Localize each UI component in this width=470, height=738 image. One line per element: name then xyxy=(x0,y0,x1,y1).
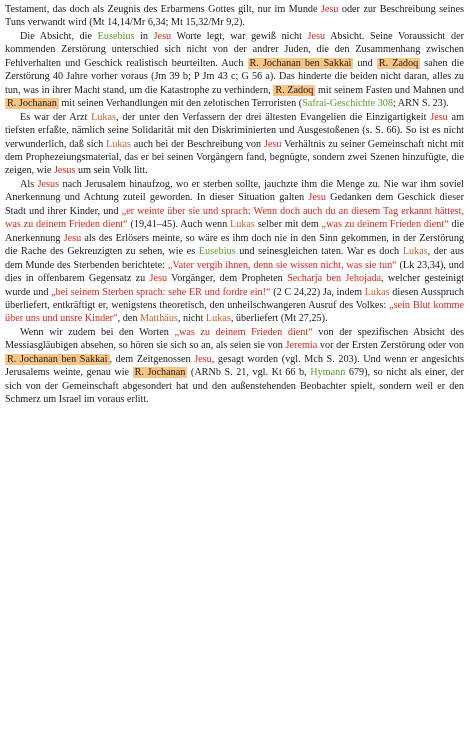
text-run: und seinesgleichen taten. War es doch xyxy=(235,246,403,258)
text-run: von der spezifischen Absicht des Messiasgläubigen absehen, so hören sie sich so an, als seien sie von xyxy=(5,326,464,352)
highlighted-name: R. Jochanan xyxy=(134,367,186,379)
text-run: Als xyxy=(20,178,38,190)
text-run: , welcher gesteinigt wurde und xyxy=(5,273,464,298)
text-run: (2 C 24,22) Ja, indem xyxy=(270,286,365,298)
text-run: Die Absicht, die xyxy=(20,30,98,42)
red-term: Jesu xyxy=(263,138,282,150)
text-run: , den xyxy=(117,313,140,325)
red-term: Jesus xyxy=(53,165,76,177)
highlighted-name: R. Jochanan ben Sakkai xyxy=(249,57,352,69)
text-run: die Anerkennung xyxy=(5,219,464,244)
text-run: , überliefert (Mt 27,25). xyxy=(230,313,328,325)
text-run: , nicht xyxy=(177,313,206,325)
text-run: (ARNb S. 21, vgl. Kt 66 b, xyxy=(187,367,311,379)
text-run: mit seinen Verhandlungen mit den zelotischen Terroristen ( xyxy=(58,98,303,110)
red-term: Jesu xyxy=(149,273,168,285)
red-term: Jesu xyxy=(430,111,448,123)
highlighted-name: R. Jochanan xyxy=(7,98,57,110)
text-run: mit seinem Fasten und Mahnen und xyxy=(315,84,464,96)
red-term: Jesu xyxy=(307,30,326,42)
text-run: vor der Ersten Zerstörung oder von xyxy=(317,340,464,352)
orange-term: Matthäus xyxy=(139,313,178,325)
text-run: oder zur Beschreibung seines Tuns verwandt wird (Mt 14,14/Mr 6,34; Mt 15,32/Mr 9,2). xyxy=(5,4,464,29)
paragraph xyxy=(5,326,464,407)
red-term: „sein Blut komme über uns und unsre Kinder“ xyxy=(5,299,464,325)
text-run: um sein Volk litt. xyxy=(75,165,148,177)
text-run: Wenn wir zudem bei den Worten xyxy=(20,326,175,338)
text-run: sahen die Zerstörung 40 Jahre vorher voraus (Jm 39 b; P Jm 43 c; G 56 a). Das hinderte die beiden nicht daran, alles zu tun, was in ihrer Macht stand, um die Katastrophe zu verhindern, xyxy=(5,57,464,96)
red-term: Secharja ben Jehojada xyxy=(287,273,382,285)
red-term: „er weinte über sie und sprach: Wenn doch auch du an diesem Tag erkannt hättest, was zu deinem Frieden dient“ xyxy=(5,205,464,231)
red-term: Jesu xyxy=(194,353,212,365)
paragraph xyxy=(5,30,464,111)
text-run: , der unter den Verfassern der drei ältesten Evangelien die Einzigartigkeit xyxy=(116,111,431,123)
red-term: „Vater vergib ihnen, denn sie wissen nicht, was sie tun“ xyxy=(167,259,397,271)
green-term: Eusebius xyxy=(198,246,236,258)
text-run: und xyxy=(353,57,377,69)
green-term: Safrai-Geschichte 308 xyxy=(302,98,393,110)
text-run: , gesagt worden (vgl. Mch S. 203). Und wenn er angesichts Jerusalems weinte, genau wie xyxy=(5,353,464,379)
text-run: Es war der Arzt xyxy=(20,111,92,123)
text-run: als des Erlösers meinte, so wäre es ihm doch nie in den Sinn gekommen, in der Zerstörung die Rache des Gekreuzigten zu sehen, wie es xyxy=(5,232,465,258)
text-run: nach Jerusalem hinaufzog, wo er sterben sollte, jauchzte ihm die Menge zu. Nie war ihm soviel Anerkennung und Achtung zuteil geworden. In dieser Situation galten xyxy=(5,178,464,204)
orange-term: Lukas xyxy=(205,313,231,325)
orange-term: Lukas xyxy=(229,219,255,231)
text-run: , der aus dem Munde des Sterbenden berichtete: xyxy=(5,246,464,271)
paragraph xyxy=(5,3,464,30)
green-term: Eusebius xyxy=(97,30,135,42)
text-run: in xyxy=(134,30,154,42)
text-run: Absicht. Seine Voraussicht der kommenden Zerstörung unterschied sich nicht von der andrer Juden, die den Zusammenhang zwischen Fehlverhalten und Geschick realistisch beurteilten. Auch xyxy=(5,30,464,69)
text-run: diesen Ausspruch überliefert, entkräftigt er, wenigstens theoretisch, den unheilschwangeren Ausruf des Volkes: xyxy=(5,286,465,311)
red-term: Jesu xyxy=(63,232,82,244)
green-term: Hymann xyxy=(310,367,346,379)
text-run: auch bei der Beschreibung von xyxy=(130,138,264,150)
text-run: ; ARN S. 23). xyxy=(392,98,449,110)
text-run: 679), so nicht als einer, der sich von der Gemeinschaft abgesondert hat und den außenstehenden Beobachter spielt, sondern weil er den Schmerz um Israel im voraus erlitt. xyxy=(5,367,465,406)
red-term: „was zu deinem Frieden dient“ xyxy=(174,326,313,338)
highlighted-name: R. Zadoq xyxy=(275,84,314,96)
orange-term: Lukas xyxy=(106,138,131,150)
orange-term: Lukas xyxy=(91,111,116,123)
red-term: Jesu xyxy=(320,4,339,15)
highlighted-name: R. Zadoq xyxy=(378,57,419,69)
text-run: Vorgänger, dem Propheten xyxy=(167,273,288,285)
text-run: , dem Zeitgenossen xyxy=(109,353,195,365)
text-run: Testament, das doch als Zeugnis des Erbarmens Gottes gilt, nur im Munde xyxy=(5,4,321,15)
red-term: „was zu deinem Frieden dient“ xyxy=(321,219,449,231)
text-run: Worte legt, war gewiß nicht xyxy=(171,30,308,42)
text-run: (Lk 23,34), und dies in offenbarem Gegensatz zu xyxy=(5,259,464,285)
red-term: Jeremia xyxy=(285,340,318,352)
text-run: Verhältnis zu seiner Gemeinschaft nicht mit dem Prophezeiungsmaterial, das er bei seinen Vorgängern fand, begnügte, sondern zwei Szenen hinzufügte, die zeigen, wie xyxy=(5,138,464,177)
red-term: Jesu xyxy=(153,30,172,42)
paragraph xyxy=(5,178,464,326)
red-term: „bei seinem Sterben sprach: sehe ER und fordre ein!“ xyxy=(51,286,271,298)
orange-term: Lukas xyxy=(364,286,390,298)
paragraph xyxy=(5,111,464,178)
highlighted-name: R. Jochanan ben Sakkai xyxy=(7,353,108,365)
text-run: (19,41–45). Auch wenn xyxy=(127,219,230,231)
red-term: Jesu xyxy=(308,192,326,204)
orange-term: Lukas xyxy=(402,246,428,258)
text-run: Gedanken dem Geschick dieser Stadt und ihrer Kinder, und xyxy=(5,192,464,217)
text-run: selber mit dem xyxy=(254,219,322,231)
red-term: Jesus xyxy=(37,178,60,190)
text-run: am tiefsten erfaßte, nämlich seine Solidarität mit den Diskriminierten und Ausgestoßenen (s. S. 66). So ist es nicht verwunderlich, daß sich xyxy=(5,111,464,150)
